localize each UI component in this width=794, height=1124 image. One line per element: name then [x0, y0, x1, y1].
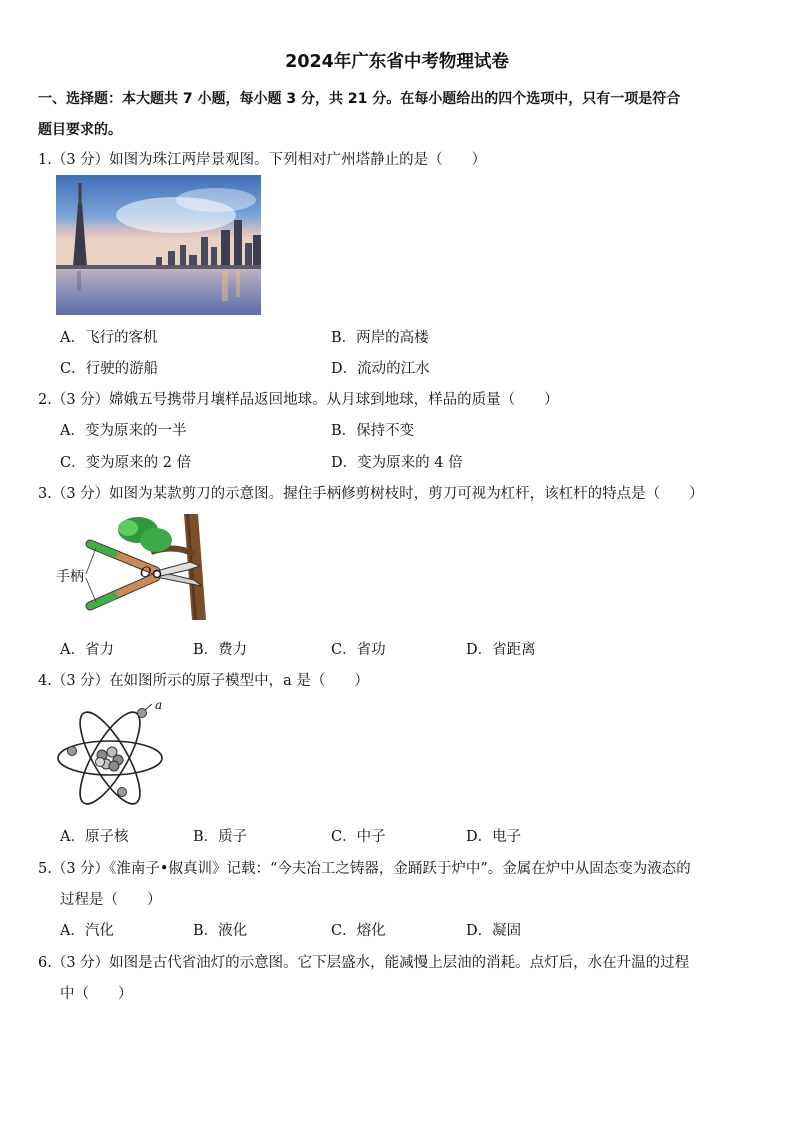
section-heading-line-1: 一、选择题：本大题共 7 小题，每小题 3 分，共 21 分。在每小题给出的四个选项中，只有一项是符合 [38, 91, 681, 107]
q3-option-b: B．费力 [193, 642, 248, 658]
page-title: 2024年广东省中考物理试卷 [285, 52, 509, 72]
label-a: a [155, 698, 163, 712]
atom-model-diagram [56, 698, 168, 816]
pearl-river-photo [56, 175, 261, 315]
q4-option-c: C．中子 [331, 829, 386, 845]
question-1-stem: 1.（3 分）如图为珠江两岸景观图。下列相对广州塔静止的是（ ） [38, 152, 487, 168]
q2-option-b: B．保持不变 [331, 423, 415, 439]
question-4-stem: 4.（3 分）在如图所示的原子模型中，a 是（ ） [38, 673, 369, 689]
q1-option-c: C．行驶的游船 [60, 361, 159, 377]
q3-option-a: A．省力 [60, 642, 114, 658]
q5-option-a: A．汽化 [60, 923, 114, 939]
q5-option-c: C．熔化 [331, 923, 386, 939]
q2-option-c: C．变为原来的 2 倍 [60, 455, 192, 471]
question-6-stem-line-2: 中（ ） [60, 986, 133, 1002]
section-heading-line-2: 题目要求的。 [38, 122, 122, 138]
pivot-label: O [140, 565, 152, 581]
q2-option-a: A．变为原来的一半 [60, 423, 187, 439]
q3-option-d: D．省距离 [466, 642, 536, 658]
q2-option-d: D．变为原来的 4 倍 [331, 455, 463, 471]
q4-option-d: D．电子 [466, 829, 522, 845]
q1-option-a: A．飞行的客机 [60, 330, 158, 346]
q4-option-a: A．原子核 [60, 829, 129, 845]
q4-option-b: B．质子 [193, 829, 248, 845]
q5-option-b: B．液化 [193, 923, 248, 939]
question-2-stem: 2.（3 分）嫦娥五号携带月壤样品返回地球。从月球到地球，样品的质量（ ） [38, 392, 559, 408]
question-5-stem-line-1: 5.（3 分）《淮南子•俶真训》记载：“今夫冶工之铸器，金踊跃于炉中”。金属在炉中从固态变为液态的 [38, 861, 691, 877]
question-5-stem-line-2: 过程是（ ） [60, 892, 162, 908]
question-3-stem: 3.（3 分）如图为某款剪刀的示意图。握住手柄修剪树枝时，剪刀可视为杠杆，该杠杆的特点是（ ） [38, 486, 704, 502]
q1-option-b: B．两岸的高楼 [331, 330, 429, 346]
q3-option-c: C．省功 [331, 642, 386, 658]
question-6-stem-line-1: 6.（3 分）如图是古代省油灯的示意图。它下层盛水，能减慢上层油的消耗。点灯后，水在升温的过程 [38, 955, 690, 971]
q5-option-d: D．凝固 [466, 923, 522, 939]
section-heading [38, 84, 758, 146]
handle-label: 手柄 [56, 569, 84, 585]
q1-option-d: D．流动的江水 [331, 361, 430, 377]
